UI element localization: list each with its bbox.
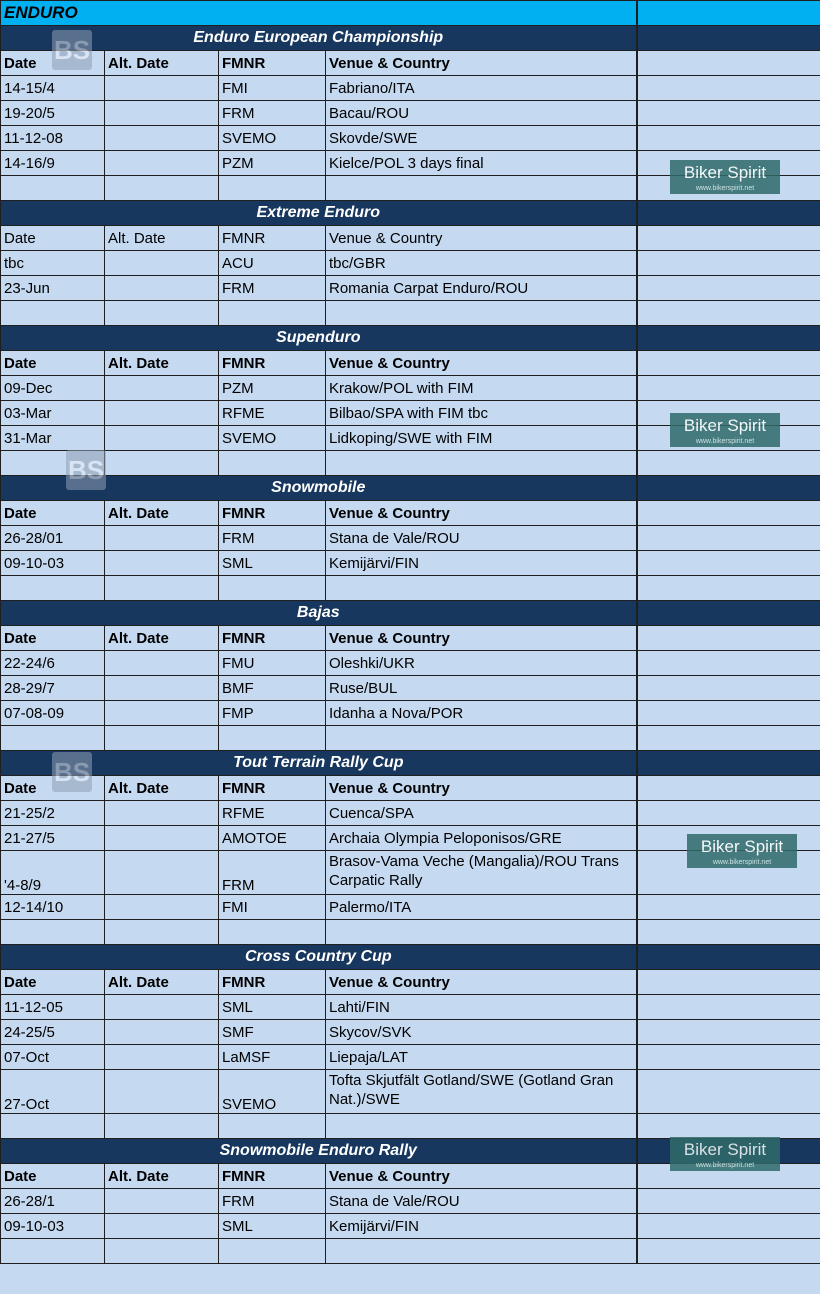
column-header-alt-date[interactable]: Alt. Date	[105, 501, 219, 526]
column-header-alt-date[interactable]: Alt. Date	[105, 626, 219, 651]
venue-cell[interactable]: Brasov-Vama Veche (Mangalia)/ROU Trans Carpatic Rally	[326, 851, 637, 895]
table-row	[1, 126, 820, 151]
empty-cell[interactable]	[637, 1214, 820, 1239]
empty-cell[interactable]	[219, 301, 326, 326]
empty-cell[interactable]	[105, 451, 219, 476]
table-row	[1, 76, 820, 101]
column-header-venue[interactable]: Venue & Country	[326, 226, 637, 251]
column-header-date[interactable]: Date	[1, 626, 105, 651]
column-header-alt-date[interactable]: Alt. Date	[105, 776, 219, 801]
empty-cell[interactable]	[326, 451, 637, 476]
date-cell[interactable]: 31-Mar	[1, 426, 105, 451]
empty-cell[interactable]	[326, 726, 637, 751]
empty-cell[interactable]	[105, 726, 219, 751]
venue-cell[interactable]: Idanha a Nova/POR	[326, 701, 637, 726]
biker-spirit-watermark	[687, 834, 797, 868]
column-header-fmnr[interactable]: FMNR	[219, 501, 326, 526]
biker-spirit-url: www.bikerspirit.net	[712, 859, 772, 866]
date-cell[interactable]: 19-20/5	[1, 101, 105, 126]
column-header-fmnr[interactable]: FMNR	[219, 351, 326, 376]
venue-cell[interactable]: Kielce/POL 3 days final	[326, 151, 637, 176]
empty-cell[interactable]	[637, 101, 820, 126]
table-row	[1, 376, 820, 401]
empty-cell[interactable]	[637, 970, 820, 995]
empty-row	[1, 451, 820, 476]
empty-cell[interactable]	[326, 920, 637, 945]
table-row	[1, 995, 820, 1020]
empty-cell[interactable]	[326, 176, 637, 201]
column-header-fmnr[interactable]: FMNR	[219, 226, 326, 251]
empty-cell[interactable]	[637, 201, 820, 226]
date-cell[interactable]: 24-25/5	[1, 1020, 105, 1045]
table-row	[1, 651, 820, 676]
fmnr-cell[interactable]: SVEMO	[219, 1070, 326, 1114]
empty-cell[interactable]	[637, 601, 820, 626]
biker-spirit-url: www.bikerspirit.net	[695, 1162, 755, 1169]
empty-row	[1, 576, 820, 601]
fmnr-cell[interactable]: RFME	[219, 401, 326, 426]
date-cell[interactable]: 21-27/5	[1, 826, 105, 851]
date-cell[interactable]: 26-28/1	[1, 1189, 105, 1214]
biker-spirit-url: www.bikerspirit.net	[695, 438, 755, 445]
date-cell[interactable]: 09-Dec	[1, 376, 105, 401]
empty-cell[interactable]	[1, 726, 105, 751]
empty-row	[1, 1239, 820, 1264]
empty-cell[interactable]	[637, 676, 820, 701]
section-title[interactable]: Snowmobile Enduro Rally	[1, 1139, 637, 1164]
column-header-row	[1, 970, 820, 995]
alt-date-cell[interactable]	[105, 1070, 219, 1114]
venue-cell[interactable]: Romania Carpat Enduro/ROU	[326, 276, 637, 301]
empty-cell[interactable]	[105, 920, 219, 945]
empty-cell[interactable]	[637, 895, 820, 920]
empty-cell[interactable]	[637, 126, 820, 151]
section-header-row	[1, 26, 820, 51]
empty-cell[interactable]	[637, 776, 820, 801]
column-header-date[interactable]: Date	[1, 776, 105, 801]
alt-date-cell[interactable]	[105, 251, 219, 276]
venue-cell[interactable]: Tofta Skjutfält Gotland/SWE (Gotland Gran Nat.)/SWE	[326, 1070, 637, 1114]
empty-cell[interactable]	[1, 176, 105, 201]
empty-cell[interactable]	[637, 251, 820, 276]
empty-cell[interactable]	[637, 276, 820, 301]
empty-cell[interactable]	[1, 1239, 105, 1264]
alt-date-cell[interactable]	[105, 401, 219, 426]
empty-cell[interactable]	[1, 1114, 105, 1139]
date-cell[interactable]: '4-8/9	[1, 851, 105, 895]
alt-date-cell[interactable]	[105, 895, 219, 920]
column-header-alt-date[interactable]: Alt. Date	[105, 1164, 219, 1189]
date-cell[interactable]: 27-Oct	[1, 1070, 105, 1114]
biker-spirit-url: www.bikerspirit.net	[695, 185, 755, 192]
empty-cell[interactable]	[105, 301, 219, 326]
bs-watermark: BS	[66, 450, 106, 490]
fmnr-cell[interactable]: SMF	[219, 1020, 326, 1045]
venue-cell[interactable]: Archaia Olympia Peloponisos/GRE	[326, 826, 637, 851]
alt-date-cell[interactable]	[105, 801, 219, 826]
empty-cell[interactable]	[637, 651, 820, 676]
biker-spirit-logo-text: Biker Spirit	[700, 837, 784, 856]
column-header-alt-date[interactable]: Alt. Date	[105, 51, 219, 76]
table-row	[1, 895, 820, 920]
empty-cell[interactable]	[637, 526, 820, 551]
column-header-venue[interactable]: Venue & Country	[326, 776, 637, 801]
alt-date-cell[interactable]	[105, 101, 219, 126]
date-cell[interactable]: 11-12-08	[1, 126, 105, 151]
empty-cell[interactable]	[637, 476, 820, 501]
fmnr-cell[interactable]: PZM	[219, 151, 326, 176]
table-row	[1, 801, 820, 826]
column-header-date[interactable]: Date	[1, 226, 105, 251]
venue-cell[interactable]: Kemijärvi/FIN	[326, 551, 637, 576]
empty-cell[interactable]	[219, 1114, 326, 1139]
section-title[interactable]: Supenduro	[1, 326, 637, 351]
column-header-date[interactable]: Date	[1, 501, 105, 526]
empty-cell[interactable]	[637, 801, 820, 826]
biker-spirit-logo-text: Biker Spirit	[683, 416, 767, 435]
empty-cell[interactable]	[637, 1070, 820, 1114]
column-header-date[interactable]: Date	[1, 51, 105, 76]
date-cell[interactable]: 03-Mar	[1, 401, 105, 426]
column-header-row	[1, 351, 820, 376]
empty-cell[interactable]	[637, 551, 820, 576]
fmnr-cell[interactable]: SVEMO	[219, 426, 326, 451]
table-row	[1, 276, 820, 301]
empty-cell[interactable]	[637, 301, 820, 326]
sheet-title[interactable]: ENDURO	[1, 1, 637, 26]
alt-date-cell[interactable]	[105, 1020, 219, 1045]
fmnr-cell[interactable]: PZM	[219, 376, 326, 401]
date-cell[interactable]: 28-29/7	[1, 676, 105, 701]
empty-cell[interactable]	[219, 576, 326, 601]
empty-cell[interactable]	[637, 51, 820, 76]
venue-cell[interactable]: Skycov/SVK	[326, 1020, 637, 1045]
alt-date-cell[interactable]	[105, 651, 219, 676]
fmnr-cell[interactable]: SML	[219, 551, 326, 576]
empty-cell[interactable]	[637, 701, 820, 726]
column-header-alt-date[interactable]: Alt. Date	[105, 351, 219, 376]
venue-cell[interactable]: Stana de Vale/ROU	[326, 1189, 637, 1214]
fmnr-cell[interactable]: FRM	[219, 1189, 326, 1214]
alt-date-cell[interactable]	[105, 995, 219, 1020]
fmnr-cell[interactable]: LaMSF	[219, 1045, 326, 1070]
title-row	[1, 1, 820, 26]
table-row	[1, 676, 820, 701]
empty-cell[interactable]	[637, 1239, 820, 1264]
date-cell[interactable]: 23-Jun	[1, 276, 105, 301]
table-row	[1, 526, 820, 551]
section-header-row	[1, 201, 820, 226]
section-header-row	[1, 751, 820, 776]
alt-date-cell[interactable]	[105, 1214, 219, 1239]
column-header-venue[interactable]: Venue & Country	[326, 626, 637, 651]
column-header-venue[interactable]: Venue & Country	[326, 1164, 637, 1189]
alt-date-cell[interactable]	[105, 426, 219, 451]
column-header-venue[interactable]: Venue & Country	[326, 970, 637, 995]
venue-cell[interactable]: Kemijärvi/FIN	[326, 1214, 637, 1239]
empty-cell[interactable]	[105, 176, 219, 201]
table-row	[1, 1214, 820, 1239]
date-cell[interactable]: 11-12-05	[1, 995, 105, 1020]
empty-cell[interactable]	[326, 576, 637, 601]
column-header-fmnr[interactable]: FMNR	[219, 776, 326, 801]
empty-cell[interactable]	[105, 1114, 219, 1139]
biker-spirit-watermark	[670, 160, 780, 194]
venue-cell[interactable]: Lahti/FIN	[326, 995, 637, 1020]
biker-spirit-logo-text: Biker Spirit	[683, 1140, 767, 1159]
venue-cell[interactable]: Krakow/POL with FIM	[326, 376, 637, 401]
alt-date-cell[interactable]	[105, 276, 219, 301]
venue-cell[interactable]: Cuenca/SPA	[326, 801, 637, 826]
section-title[interactable]: Extreme Enduro	[1, 201, 637, 226]
empty-cell[interactable]	[219, 176, 326, 201]
venue-cell[interactable]: Ruse/BUL	[326, 676, 637, 701]
fmnr-cell[interactable]: FMU	[219, 651, 326, 676]
empty-cell[interactable]	[1, 576, 105, 601]
alt-date-cell[interactable]	[105, 76, 219, 101]
empty-cell[interactable]	[637, 576, 820, 601]
date-cell[interactable]: 07-08-09	[1, 701, 105, 726]
section-header-row	[1, 601, 820, 626]
empty-cell[interactable]	[637, 1045, 820, 1070]
alt-date-cell[interactable]	[105, 826, 219, 851]
empty-cell[interactable]	[637, 920, 820, 945]
alt-date-cell[interactable]	[105, 851, 219, 895]
alt-date-cell[interactable]	[105, 1045, 219, 1070]
section-title[interactable]: Snowmobile	[1, 476, 637, 501]
section-header-row	[1, 476, 820, 501]
empty-cell[interactable]	[637, 726, 820, 751]
fmnr-cell[interactable]: FMI	[219, 895, 326, 920]
alt-date-cell[interactable]	[105, 701, 219, 726]
alt-date-cell[interactable]	[105, 551, 219, 576]
table-row	[1, 101, 820, 126]
column-header-date[interactable]: Date	[1, 1164, 105, 1189]
empty-row	[1, 1114, 820, 1139]
bs-watermark: BS	[52, 30, 92, 70]
date-cell[interactable]: 12-14/10	[1, 895, 105, 920]
alt-date-cell[interactable]	[105, 126, 219, 151]
fmnr-cell[interactable]: FRM	[219, 851, 326, 895]
fmnr-cell[interactable]: FRM	[219, 101, 326, 126]
empty-cell[interactable]	[326, 1239, 637, 1264]
column-header-fmnr[interactable]: FMNR	[219, 626, 326, 651]
empty-row	[1, 301, 820, 326]
column-header-fmnr[interactable]: FMNR	[219, 51, 326, 76]
empty-cell[interactable]	[637, 376, 820, 401]
empty-cell[interactable]	[637, 1114, 820, 1139]
section-header-row	[1, 945, 820, 970]
empty-cell[interactable]	[637, 451, 820, 476]
date-cell[interactable]: 22-24/6	[1, 651, 105, 676]
fmnr-cell[interactable]: SVEMO	[219, 126, 326, 151]
alt-date-cell[interactable]	[105, 376, 219, 401]
empty-cell[interactable]	[1, 301, 105, 326]
empty-cell[interactable]	[105, 1239, 219, 1264]
table-row	[1, 1189, 820, 1214]
empty-cell[interactable]	[637, 1020, 820, 1045]
empty-cell[interactable]	[637, 945, 820, 970]
empty-cell[interactable]	[637, 1, 820, 26]
column-header-date[interactable]: Date	[1, 970, 105, 995]
empty-cell[interactable]	[219, 920, 326, 945]
fmnr-cell[interactable]: FMI	[219, 76, 326, 101]
column-header-fmnr[interactable]: FMNR	[219, 970, 326, 995]
column-header-row	[1, 776, 820, 801]
empty-cell[interactable]	[637, 26, 820, 51]
fmnr-cell[interactable]: FRM	[219, 526, 326, 551]
column-header-venue[interactable]: Venue & Country	[326, 51, 637, 76]
venue-cell[interactable]: Bilbao/SPA with FIM tbc	[326, 401, 637, 426]
fmnr-cell[interactable]: SML	[219, 995, 326, 1020]
venue-cell[interactable]: tbc/GBR	[326, 251, 637, 276]
empty-cell[interactable]	[637, 501, 820, 526]
section-title[interactable]: Enduro European Championship	[1, 26, 637, 51]
empty-cell[interactable]	[1, 920, 105, 945]
venue-cell[interactable]: Skovde/SWE	[326, 126, 637, 151]
table-row	[1, 1020, 820, 1045]
column-header-alt-date[interactable]: Alt. Date	[105, 970, 219, 995]
section-title[interactable]: Cross Country Cup	[1, 945, 637, 970]
venue-cell[interactable]: Lidkoping/SWE with FIM	[326, 426, 637, 451]
column-header-row	[1, 626, 820, 651]
empty-cell[interactable]	[219, 726, 326, 751]
empty-cell[interactable]	[637, 76, 820, 101]
empty-cell[interactable]	[637, 995, 820, 1020]
section-title[interactable]: Bajas	[1, 601, 637, 626]
fmnr-cell[interactable]: ACU	[219, 251, 326, 276]
table-row	[1, 251, 820, 276]
column-header-row	[1, 501, 820, 526]
column-header-alt-date[interactable]: Alt. Date	[105, 226, 219, 251]
fmnr-cell[interactable]: SML	[219, 1214, 326, 1239]
empty-cell[interactable]	[637, 351, 820, 376]
venue-cell[interactable]: Fabriano/ITA	[326, 76, 637, 101]
biker-spirit-watermark	[670, 1137, 780, 1171]
alt-date-cell[interactable]	[105, 151, 219, 176]
column-header-venue[interactable]: Venue & Country	[326, 351, 637, 376]
biker-spirit-logo-text: Biker Spirit	[683, 163, 767, 182]
column-header-venue[interactable]: Venue & Country	[326, 501, 637, 526]
empty-cell[interactable]	[637, 226, 820, 251]
fmnr-cell[interactable]: AMOTOE	[219, 826, 326, 851]
section-header-row	[1, 326, 820, 351]
fmnr-cell[interactable]: RFME	[219, 801, 326, 826]
date-cell[interactable]: 09-10-03	[1, 551, 105, 576]
alt-date-cell[interactable]	[105, 676, 219, 701]
fmnr-cell[interactable]: BMF	[219, 676, 326, 701]
venue-cell[interactable]: Palermo/ITA	[326, 895, 637, 920]
column-header-row	[1, 51, 820, 76]
venue-cell[interactable]: Stana de Vale/ROU	[326, 526, 637, 551]
date-cell[interactable]: 26-28/01	[1, 526, 105, 551]
empty-cell[interactable]	[105, 576, 219, 601]
fmnr-cell[interactable]: FMP	[219, 701, 326, 726]
column-header-row	[1, 226, 820, 251]
empty-cell[interactable]	[637, 751, 820, 776]
bs-watermark: BS	[52, 752, 92, 792]
empty-cell[interactable]	[637, 1189, 820, 1214]
empty-cell[interactable]	[326, 1114, 637, 1139]
column-header-date[interactable]: Date	[1, 351, 105, 376]
table-row	[1, 701, 820, 726]
empty-row	[1, 726, 820, 751]
table-row	[1, 1045, 820, 1070]
empty-cell[interactable]	[637, 326, 820, 351]
date-cell[interactable]: 21-25/2	[1, 801, 105, 826]
fmnr-cell[interactable]: FRM	[219, 276, 326, 301]
alt-date-cell[interactable]	[105, 526, 219, 551]
table-row	[1, 1070, 820, 1114]
date-cell[interactable]: 14-15/4	[1, 76, 105, 101]
venue-cell[interactable]: Bacau/ROU	[326, 101, 637, 126]
date-cell[interactable]: 07-Oct	[1, 1045, 105, 1070]
empty-cell[interactable]	[219, 1239, 326, 1264]
venue-cell[interactable]: Liepaja/LAT	[326, 1045, 637, 1070]
alt-date-cell[interactable]	[105, 1189, 219, 1214]
date-cell[interactable]: tbc	[1, 251, 105, 276]
date-cell[interactable]: 09-10-03	[1, 1214, 105, 1239]
empty-row	[1, 920, 820, 945]
table-row	[1, 551, 820, 576]
empty-cell[interactable]	[637, 626, 820, 651]
biker-spirit-watermark	[670, 413, 780, 447]
empty-cell[interactable]	[219, 451, 326, 476]
section-title[interactable]: Tout Terrain Rally Cup	[1, 751, 637, 776]
venue-cell[interactable]: Oleshki/UKR	[326, 651, 637, 676]
date-cell[interactable]: 14-16/9	[1, 151, 105, 176]
empty-cell[interactable]	[326, 301, 637, 326]
column-header-fmnr[interactable]: FMNR	[219, 1164, 326, 1189]
